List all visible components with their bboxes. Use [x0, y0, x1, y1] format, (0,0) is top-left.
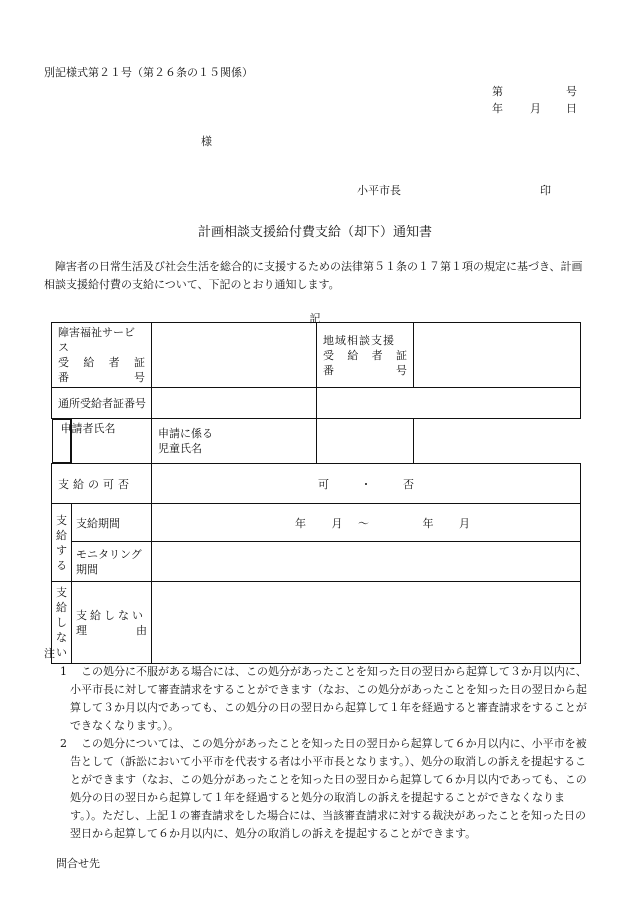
body-text: 障害者の日常生活及び社会生活を総合的に支援するための法律第５１条の１７第１項の規定に基づき、計画相談支援給付費の支給について、下記のとおり通知します。: [44, 260, 583, 291]
ka-option[interactable]: 可: [318, 477, 329, 491]
period-value[interactable]: 年 月 ～ 年 月: [152, 504, 581, 542]
ki-heading: 記: [309, 312, 321, 325]
notes-section: [44, 645, 590, 843]
date-day: 日: [566, 102, 577, 115]
label-spread: 受 給 者 証: [58, 356, 145, 369]
chiiki-cert-number[interactable]: [414, 323, 581, 388]
chiiki-cert-label: 地域相談支援 受 給 者 証 番 号: [317, 323, 414, 388]
addressee-suffix: 様: [201, 135, 212, 148]
notice-table: [51, 322, 581, 664]
date-month: 月: [530, 102, 541, 115]
tsusho-cert-label: 通所受給者証番号: [52, 388, 152, 419]
tsusho-blank: [317, 388, 581, 419]
document-title: 計画相談支援給付費支給（却下）通知書: [197, 225, 432, 240]
service-cert-number[interactable]: [152, 323, 317, 388]
form-label: 別記様式第２１号（第２６条の１５関係）: [44, 66, 253, 79]
number-suffix: 号: [566, 85, 577, 98]
applicant-name-label: 申 請 者 氏 名: [52, 419, 72, 463]
monitoring-value[interactable]: [152, 542, 581, 582]
tsusho-cert-number[interactable]: [152, 388, 317, 419]
hi-option[interactable]: 否: [403, 477, 414, 491]
monitoring-label: モニタリング 期間: [72, 542, 152, 582]
period-label: 支給期間: [72, 504, 152, 542]
kahi-label: 支給の可否: [52, 464, 152, 504]
note-item: 2 この処分については、この処分があったことを知った日の翌日から起算して６か月以内に、小平市を被告として（訴訟において小平市を代表する者は小平市長となります。）、処分の取消しの訴えを提起することができます（なお、この処分があったことを知った日の翌日から起算して６か月以内であっても、この処分の日の翌日から起算して１年を経過すると処分の取消しの訴えを提起することができなくなります。）。ただし、上記１の審査請求をした場合には、当該審査請求に対する裁決があったことを知った日の翌日から起算して６か月以内に、処分の取消しの訴えを提起することができます。: [60, 737, 587, 840]
kahi-value[interactable]: [152, 464, 581, 504]
reason-label: 支給しない 理 由: [72, 582, 152, 664]
seal-mark: 印: [540, 184, 551, 197]
notes-heading: 注: [44, 647, 55, 660]
issuer-name: 小平市長: [357, 184, 401, 197]
service-cert-label: 障害福祉サービス 受 給 者 証 番 号: [52, 323, 152, 388]
contact-label: 問合せ先: [56, 857, 100, 870]
date-year: 年: [492, 102, 503, 115]
note-item: 1 この処分に不服がある場合には、この処分があったことを知った日の翌日から起算して３か月以内に、小平市長に対して審査請求をすることができます（なお、この処分があったことを知った日の翌日から起算して３か月以内であっても、この処分の日の翌日から起算して１年を経過すると審査請求をすることができなくなります。）。: [60, 665, 587, 732]
child-name-field[interactable]: [317, 419, 414, 464]
number-prefix: 第: [492, 85, 503, 98]
dot-separator: ・: [360, 477, 372, 491]
child-name-label: 申請に係る 児童氏名: [152, 419, 317, 464]
shikyu-shinai-label: 支 給 し な い: [52, 582, 72, 664]
shikyu-suru-label: 支 給 す る: [52, 504, 72, 582]
